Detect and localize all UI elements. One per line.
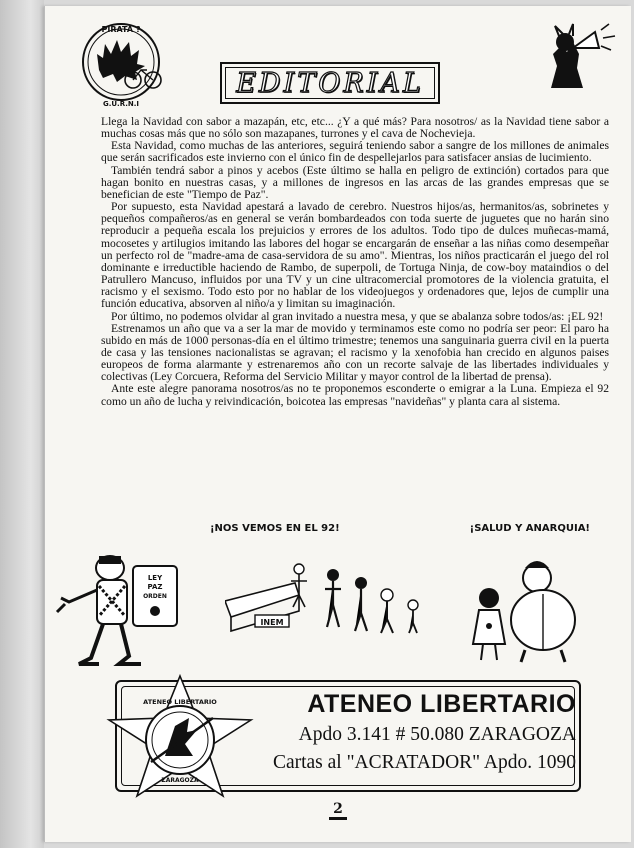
page-title: EDITORIAL [225, 67, 435, 99]
soldier-cartoon-icon [55, 546, 195, 671]
editorial-title-box [220, 62, 440, 104]
logo-bottom-text: G.U.R.N.I [102, 100, 140, 108]
shield-text: PAZ [147, 583, 163, 591]
shield-text: ORDEN [143, 593, 167, 600]
emblem-bottom-text: ZARAGOZA [161, 777, 199, 784]
ateneo-letters-address: Cartas al "ACRATADOR" Apdo. 1090 [272, 752, 576, 773]
binding-edge [0, 0, 44, 848]
inem-sign: INEM [260, 618, 284, 627]
paragraph: Estrenamos un año que va a ser la mar de movido y terminamos este como no podría ser peor: El paro ha subido en más de 1000 personas-día en el último trimestre; tenemos una sanguinaria guerra civil en la puerta de casa y las tensiones nacionalistas se agravan; el racismo y la xenofobia han crecido en algunos paises europeos de forma alarmante y estrenaremos año con un recorte salvaje de las libertades individuales y colectivas (Ley Corcuera, Reforma del Servicio Militar y mayor control de la libertad de prensa). [101, 321, 609, 384]
ateneo-address: Apdo 3.141 # 50.080 ZARAGOZA [298, 724, 576, 745]
megaphone-mascot-icon [543, 18, 621, 90]
closing-right: ¡SALUD Y ANARQUIA! [469, 523, 590, 534]
pirata-logo [73, 18, 169, 110]
logo-top-text: PIRATA ? [101, 25, 141, 34]
paragraph: Llega la Navidad con sabor a mazapán, etc, etc... ¿Y a qué más? Para nosotros/ as la Navidad tiene sabor a muchas cosas más que no sólo son mazapanes, turrones y el cava de Nochevieja. [101, 115, 609, 141]
closing-left: ¡NOS VEMOS EN EL 92! [210, 523, 340, 534]
paragraph: Esta Navidad, como muchas de las anteriores, seguirá teniendo sabor a sangre de los millones de animales que serán sacrificados este invierno con el único fin de despellejarlos para satisfacer ansias de lucimiento. [101, 139, 609, 165]
page-number [45, 798, 631, 820]
inem-queue-cartoon-icon [225, 561, 455, 641]
ateneo-star-emblem-icon [105, 674, 255, 800]
page [44, 6, 631, 842]
paragraph: Por último, no podemos olvidar al gran invitado a nuestra mesa, y que se abalanza sobre todos/as: ¡EL 92! [111, 309, 604, 323]
closing-slogans [210, 523, 590, 534]
paragraph: Por supuesto, esta Navidad apestará a lavado de cerebro. Nuestros hijos/as, hermanitos/as, sobrinetes y pequeños compañeros/as en general se verán bombardeados con toda suerte de juguetes que no harán sino reproducir a pequeña escala los prejuicios y errores de los adultos. Todo tipo de dulces muñecas-mamá, mocosetes y artilugios imitando las labores del hogar se encargarán de enseñar a las niñas como desempeñar un perfecto rol de "madre-ama de casa-servidora de su amo". Mientras, los niños practicarán el juego del rol dominante e irreductible haciendo de Rambo, de superpoli, de Tortuga Ninja, de cow-boy mataindios o del Patrullero Mancuso, influidos por una TV y un cine ultracomercial promotores de la violencia gratuita, el racismo y el sexismo. Todo esto por no hablar de los videojuegos y ordenadores que, lejos de cumplir una función educativa, absorven al niño/a y limitan su imaginación. [101, 200, 609, 311]
shield-text: LEY [147, 574, 163, 582]
emblem-top-text: ATENEO LIBERTARIO [143, 698, 217, 706]
article-body [101, 116, 609, 408]
paragraph: Ante este alegre panorama nosotros/as no te proponemos esconderte o emigrar a la Luna. Empieza el 92 como un año de lucha y reivindicación, boicotea las empresas "navideñas" y planta cara al sistema. [101, 382, 609, 408]
ateneo-name: ATENEO LIBERTARIO [307, 690, 576, 718]
paragraph: También tendrá sabor a pinos y acebos (Este último se halla en peligro de extinción) cortados para que hagan bonito en nuestras casas, y a millones de ingresos en las arcas de las grandes empresas que se benefician de este "Tiempo de Paz". [101, 163, 609, 201]
couple-cartoon-icon [445, 554, 585, 664]
page-number-value: 2 [329, 801, 347, 820]
